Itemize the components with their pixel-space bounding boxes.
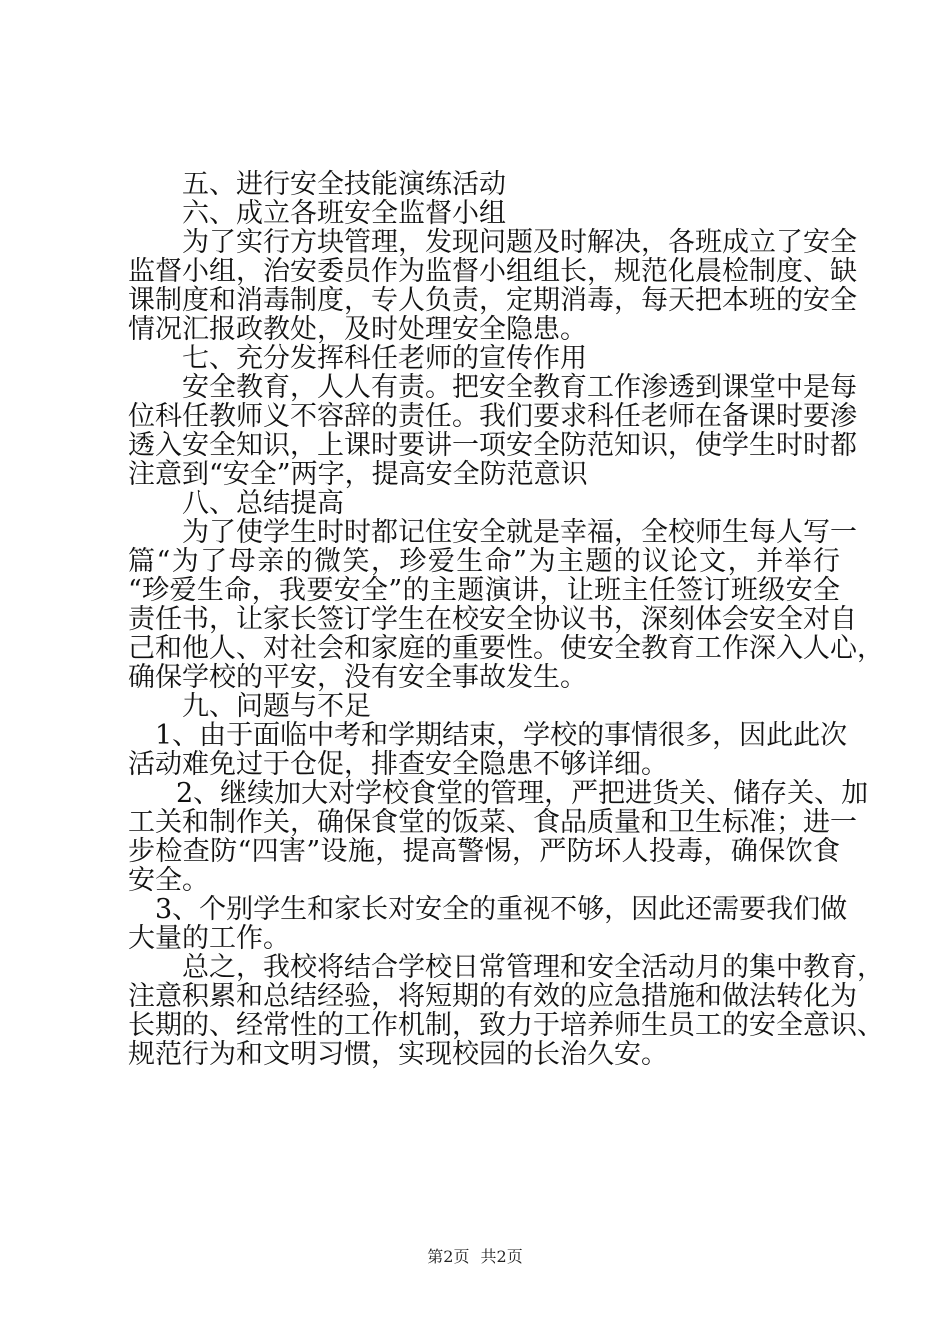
section-heading: 九、问题与不足 xyxy=(182,691,371,722)
paragraph-line: 安全教育，人人有责。把安全教育工作渗透到课堂中是每 xyxy=(182,372,857,403)
paragraph-line: 安全。 xyxy=(128,865,209,896)
section-heading: 六、成立各班安全监督小组 xyxy=(182,198,506,229)
paragraph-line: 规范行为和文明习惯，实现校园的长治久安。 xyxy=(128,1039,668,1070)
paragraph-line: 活动难免过于仓促，排查安全隐患不够详细。 xyxy=(128,749,668,780)
section-heading: 五、进行安全技能演练活动 xyxy=(182,169,506,200)
paragraph-line: 为了实行方块管理，发现问题及时解决，各班成立了安全 xyxy=(182,227,857,258)
paragraph-line: 长期的、经常性的工作机制，致力于培养师生员工的安全意识、 xyxy=(128,1010,884,1041)
paragraph-line: 责任书，让家长签订学生在校安全协议书，深刻体会安全对自 xyxy=(128,604,857,635)
paragraph-line: 课制度和消毒制度，专人负责，定期消毒，每天把本班的安全 xyxy=(128,285,857,316)
section-heading: 八、总结提高 xyxy=(182,488,344,519)
paragraph-line: “珍爱生命，我要安全”的主题演讲，让班主任签订班级安全 xyxy=(128,575,840,606)
paragraph-line: 透入安全知识，上课时要讲一项安全防范知识，使学生时时都 xyxy=(128,430,857,461)
paragraph-line: 总之，我校将结合学校日常管理和安全活动月的集中教育， xyxy=(182,952,884,983)
paragraph-line: 确保学校的平安，没有安全事故发生。 xyxy=(128,662,587,693)
paragraph-line: 位科任教师义不容辞的责任。我们要求科任老师在备课时要渗 xyxy=(128,401,857,432)
section-heading: 七、充分发挥科任老师的宣传作用 xyxy=(182,343,587,374)
document-body xyxy=(128,169,884,1070)
paragraph-line: 为了使学生时时都记住安全就是幸福，全校师生每人写一 xyxy=(182,517,857,548)
paragraph-line: 己和他人、对社会和家庭的重要性。使安全教育工作深入人心， xyxy=(128,633,884,664)
page-footer xyxy=(0,1247,950,1267)
page-number: 第2页 xyxy=(427,1247,470,1266)
paragraph-line: 情况汇报政教处，及时处理安全隐患。 xyxy=(128,314,587,345)
paragraph-line: 步检查防“四害”设施，提高警惕，严防坏人投毒，确保饮食 xyxy=(128,836,840,867)
paragraph-line: 监督小组，治安委员作为监督小组组长，规范化晨检制度、缺 xyxy=(128,256,857,287)
paragraph-line: 3、个别学生和家长对安全的重视不够，因此还需要我们做 xyxy=(155,894,848,925)
paragraph-line: 工关和制作关，确保食堂的饭菜、食品质量和卫生标准；进一 xyxy=(128,807,857,838)
paragraph-line: 1、由于面临中考和学期结束，学校的事情很多，因此此次 xyxy=(155,720,848,751)
paragraph-line: 注意积累和总结经验，将短期的有效的应急措施和做法转化为 xyxy=(128,981,857,1012)
paragraph-line: 2、继续加大对学校食堂的管理，严把进货关、储存关、加 xyxy=(176,778,869,809)
paragraph-line: 注意到“安全”两字，提高安全防范意识 xyxy=(128,459,588,490)
page-total: 共2页 xyxy=(480,1247,523,1266)
paragraph-line: 大量的工作。 xyxy=(128,923,290,954)
paragraph-line: 篇“为了母亲的微笑，珍爱生命”为主题的议论文，并举行 xyxy=(128,546,840,577)
